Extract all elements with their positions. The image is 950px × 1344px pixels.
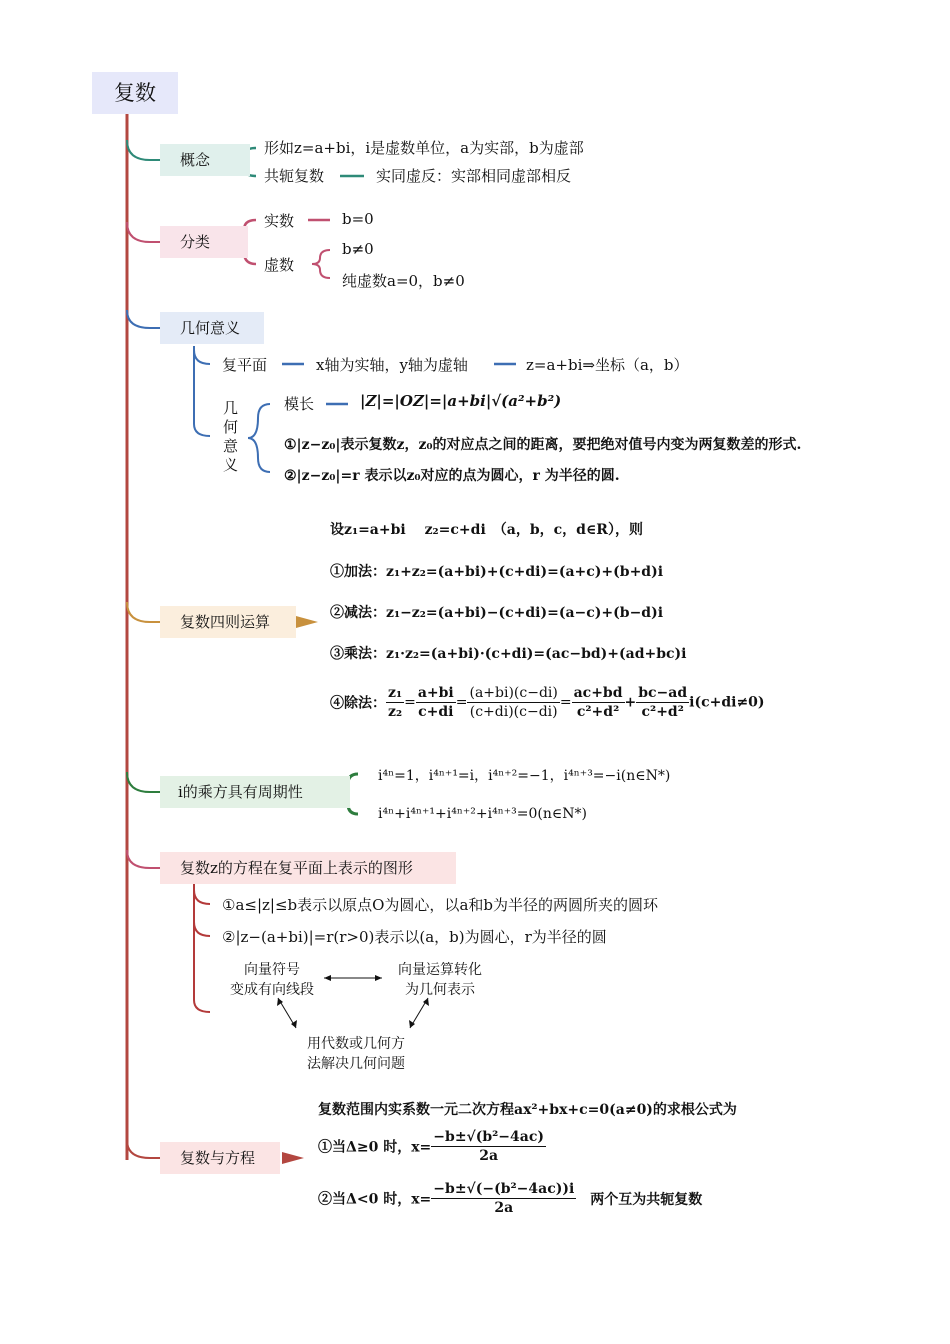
figure-node-1-line-1: 向量符号 bbox=[244, 962, 300, 978]
figure-node-2-line-1: 向量运算转化 bbox=[398, 962, 482, 978]
plane-branch bbox=[194, 350, 210, 364]
div-prefix: ④除法： bbox=[330, 695, 386, 712]
real-condition: b=0 bbox=[342, 210, 374, 228]
div-fraction-4: $\frac{ac+bd}{\text{c²+d²}}$ bbox=[573, 685, 623, 720]
case-2-prefix: ②当Δ<0 时，x= bbox=[318, 1191, 432, 1208]
branch-classification bbox=[127, 222, 160, 242]
geometry-sub-brace bbox=[248, 404, 270, 472]
geometry-item-1: ①|z−z₀|表示复数z，z₀的对应点之间的距离，要把绝对值号内变为两复数差的形式. bbox=[284, 437, 802, 453]
figure-node-3 bbox=[296, 1033, 416, 1073]
imag-brace bbox=[312, 250, 330, 278]
case-1-fraction: $\frac{\text{−b±√(b²−4ac)}}{2a}$ bbox=[433, 1129, 544, 1164]
concept-definition: 形如z=a+bi，i是虚数单位，a为实部，b为虚部 bbox=[264, 139, 584, 157]
figures-item2-branch bbox=[194, 922, 210, 936]
operations-mul: ③乘法：z₁·z₂=(a+bi)·(c+di)=(ac−bd)+(ad+bc)i bbox=[330, 646, 687, 662]
modulus-formula: |Z|=|OZ|=|a+bi|√(a²+b²) bbox=[360, 392, 562, 410]
node-figures[interactable]: 复数z的方程在复平面上表示的图形 bbox=[160, 852, 456, 884]
concept-conjugate-text: 实同虚反：实部相同虚部相反 bbox=[376, 167, 572, 185]
node-powers[interactable]: i的乘方具有周期性 bbox=[160, 776, 350, 808]
figures-item-2: ②|z−(a+bi)|=r(r>0)表示以(a，b)为圆心，r为半径的圆 bbox=[222, 928, 607, 946]
operations-setup: 设z₁=a+bi z₂=c+di （a，b，c，d∈R），则 bbox=[330, 522, 643, 538]
plane-label: 复平面 bbox=[222, 356, 268, 374]
equation-case-1 bbox=[318, 1128, 546, 1168]
branch-figures bbox=[127, 850, 160, 868]
operations-sub: ②减法：z₁−z₂=(a+bi)−(c+di)=(a−c)+(b−d)i bbox=[330, 605, 664, 621]
root-title: 复数 bbox=[92, 72, 178, 114]
figure-node-3-line-1: 用代数或几何方 bbox=[307, 1036, 405, 1052]
powers-line-1: i⁴ⁿ=1，i⁴ⁿ⁺¹=i，i⁴ⁿ⁺²=−1，i⁴ⁿ⁺³=−i(n∈N*) bbox=[378, 768, 671, 784]
figure-node-1 bbox=[220, 959, 324, 999]
div-fraction-1: $\frac{\text{z₁}}{\text{z₂}}$ bbox=[388, 685, 403, 720]
operations-arrow bbox=[296, 616, 318, 628]
plane-axes: x轴为实轴，y轴为虚轴 bbox=[316, 356, 468, 374]
div-fraction-5: $\frac{bc-ad}{\text{c²+d²}}$ bbox=[638, 685, 688, 720]
node-concept[interactable]: 概念 bbox=[160, 144, 250, 176]
figure-node-2 bbox=[384, 959, 496, 999]
imag-condition-2: 纯虚数a=0，b≠0 bbox=[342, 272, 465, 290]
branch-geometry bbox=[127, 310, 160, 328]
imag-label: 虚数 bbox=[264, 256, 295, 274]
branch-operations bbox=[127, 602, 160, 622]
concept-conjugate-label: 共轭复数 bbox=[264, 167, 325, 185]
figure-node-2-line-2: 为几何表示 bbox=[405, 982, 475, 998]
div-suffix: i(c+di≠0) bbox=[689, 694, 765, 711]
case-1-prefix: ①当Δ≥0 时，x= bbox=[318, 1139, 432, 1156]
figures-item-1: ①a≤|z|≤b表示以原点O为圆心，以a和b为半径的两圆所夹的圆环 bbox=[222, 896, 658, 914]
equation-intro: 复数范围内实系数一元二次方程ax²+bx+c=0(a≠0)的求根公式为 bbox=[318, 1102, 737, 1118]
geometry-sub-label: 几何意义 bbox=[221, 400, 239, 476]
case-2-note: 两个互为共轭复数 bbox=[590, 1191, 703, 1208]
operations-add: ①加法：z₁+z₂=(a+bi)+(c+di)=(a+c)+(b+d)i bbox=[330, 564, 664, 580]
branch-powers bbox=[127, 772, 160, 792]
plane-coordinate: z=a+bi⇒坐标（a，b） bbox=[526, 356, 689, 374]
branch-equation bbox=[127, 1140, 160, 1158]
div-fraction-2: $\frac{a+bi}{c+di}$ bbox=[417, 685, 454, 720]
case-2-fraction: $\frac{\text{−b±√(−(b²−4ac))i}}{2a}$ bbox=[433, 1181, 575, 1216]
branch-concept bbox=[127, 140, 160, 160]
div-fraction-3: $\frac{(a+bi)(c-di)}{(c+di)(c-di)}$ bbox=[469, 685, 558, 720]
powers-line-2: i⁴ⁿ+i⁴ⁿ⁺¹+i⁴ⁿ⁺²+i⁴ⁿ⁺³=0(n∈N*) bbox=[378, 806, 587, 822]
node-equation[interactable]: 复数与方程 bbox=[160, 1142, 280, 1174]
real-label: 实数 bbox=[264, 212, 295, 230]
figure-node-1-line-2: 变成有向线段 bbox=[230, 982, 314, 998]
figures-item1-branch bbox=[194, 890, 210, 904]
figure-node-3-line-2: 法解决几何问题 bbox=[307, 1056, 405, 1072]
imag-condition-1: b≠0 bbox=[342, 240, 374, 258]
equation-case-2 bbox=[318, 1180, 702, 1220]
modulus-label: 模长 bbox=[284, 395, 315, 413]
geometry-item-2: ②|z−z₀|=r 表示以z₀对应的点为圆心，r 为半径的圆. bbox=[284, 468, 620, 484]
operations-div: ④除法： $\frac{\text{z₁}}{\text{z₂}}$ = $\frac{a+bi}{c+di}$ = $\frac{(a+bi)(c-di)}{(c+di)(c-di)}$ = $\frac{ac+bd}{\text{c²+d²}}$ + $\frac{bc-ad}{\text{c²+d²}}$ i(c+di≠0) bbox=[330, 685, 765, 720]
node-geometry[interactable]: 几何意义 bbox=[160, 312, 264, 344]
node-operations[interactable]: 复数四则运算 bbox=[160, 606, 296, 638]
node-classification[interactable]: 分类 bbox=[160, 226, 248, 258]
equation-arrow bbox=[282, 1152, 304, 1164]
